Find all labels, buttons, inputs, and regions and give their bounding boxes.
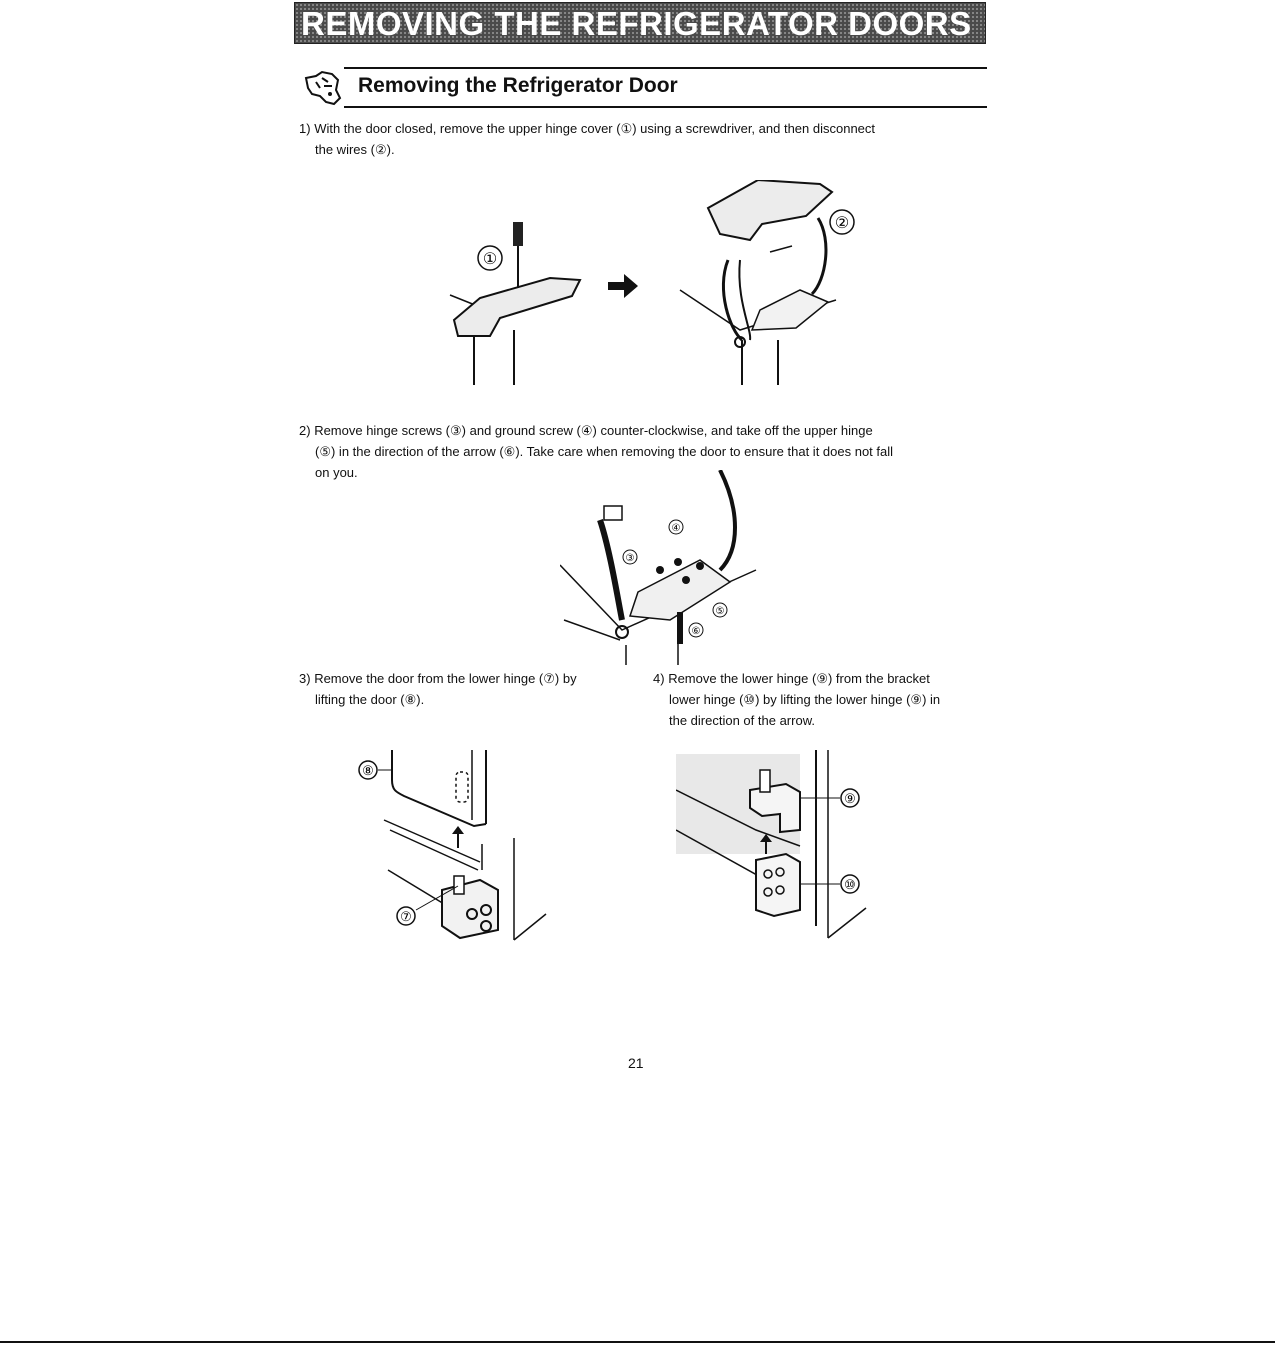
callout-2-label: ② <box>834 215 850 232</box>
step-text-line: lifting the door (⑧). <box>315 692 425 707</box>
callout-9-label: ⑨ <box>844 791 856 806</box>
section-title: Removing the Refrigerator Door <box>358 74 678 97</box>
step-text-line: the wires (②). <box>315 142 395 157</box>
callout-10-label: ⑩ <box>844 877 856 892</box>
figure-lower-hinge <box>676 750 876 945</box>
step-number: 4) <box>653 671 665 686</box>
figure-hinge-cover-removal <box>440 180 870 395</box>
callout-1-label: ① <box>482 251 498 268</box>
page-bottom-rule <box>0 1341 1275 1343</box>
step-4 <box>653 668 983 731</box>
callout-3-label: ③ <box>625 553 635 564</box>
step-text-line: lower hinge (⑩) by lifting the lower hinge (⑨) in <box>669 692 941 707</box>
step-text-line: With the door closed, remove the upper hinge cover (①) using a screwdriver, and then disconnect <box>314 121 876 136</box>
step-text-line: the direction of the arrow. <box>669 713 815 728</box>
step-text-line: on you. <box>315 465 358 480</box>
callout-7-label: ⑦ <box>400 909 412 924</box>
step-3 <box>299 668 629 710</box>
section-top-rule <box>344 67 987 69</box>
callout-5-label: ⑤ <box>715 606 725 617</box>
step-text-line: Remove the lower hinge (⑨) from the bracket <box>668 671 930 686</box>
callout-4-label: ④ <box>671 523 681 534</box>
step-text-line: Remove the door from the lower hinge (⑦) by <box>314 671 577 686</box>
step-number: 3) <box>299 671 311 686</box>
pointing-hand-icon <box>302 68 348 113</box>
step-number: 1) <box>299 121 311 136</box>
title-banner <box>294 2 986 44</box>
step-text-line: Remove hinge screws (③) and ground screw (④) counter-clockwise, and take off the upper hinge <box>314 423 873 438</box>
callout-8-label: ⑧ <box>362 763 374 778</box>
callout-6-label: ⑥ <box>691 626 701 637</box>
step-text-line: (⑤) in the direction of the arrow (⑥). Take care when removing the door to ensure that it does not fall <box>315 444 894 459</box>
section-bottom-rule <box>344 106 987 108</box>
figure-hinge-screws <box>560 470 770 670</box>
step-number: 2) <box>299 423 311 438</box>
figure-lift-door <box>350 750 560 955</box>
page-number: 21 <box>628 1055 644 1071</box>
step-1 <box>299 118 979 160</box>
banner-title: REMOVING THE REFRIGERATOR DOORS <box>301 5 972 42</box>
